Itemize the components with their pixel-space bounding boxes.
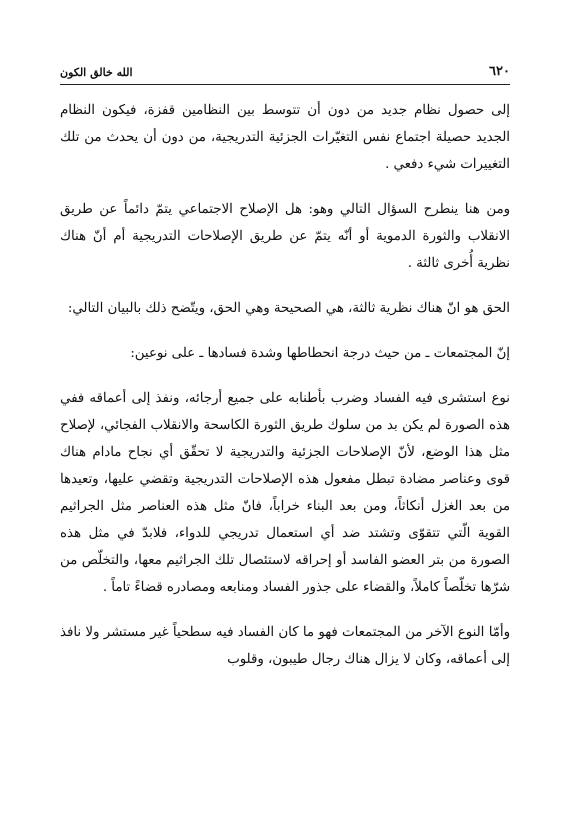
paragraph: ومن هنا ينطرح السؤال التالي وهو: هل الإصلاح الاجتماعي يتمّ دائماً عن طريق الانقلاب والثورة الدموية أو أنّه يتمّ عن طريق الإصلاحات التدريجية أم أنّ هناك نظرية أُخرى ثالثة . — [60, 202, 510, 271]
paragraph: وأمّا النوع الآخر من المجتمعات فهو ما كان الفساد فيه سطحياً غير مستشر ولا نافذ إلى أعماقه، وكان لا يزال هناك رجال طيبون، وقلوب — [60, 625, 510, 667]
running-title: الله خالق الكون — [60, 66, 133, 79]
paragraph: إلى حصول نظام جديد من دون أن تتوسط بين النظامين قفزة، فيكون النظام الجديد حصيلة اجتماع نفس التغيّرات الجزئية التدريجية، من دون أن يحدث من تلك التغييرات شيء دفعي . — [60, 103, 510, 172]
page-number: ٦٢٠ — [489, 64, 510, 79]
paragraph: الحق هو انّ هناك نظرية ثالثة، هي الصحيحة وهي الحق، ويتّضح ذلك بالبيان التالي: — [67, 301, 510, 316]
body-text — [60, 97, 510, 673]
book-page — [60, 62, 510, 822]
paragraph: إنّ المجتمعات ـ من حيث درجة انحطاطها وشدة فسادها ـ على نوعين: — [130, 346, 510, 361]
paragraph: نوع استشرى فيه الفساد وضرب بأطنابه على جميع أرجائه، ونفذ إلى أعماقه ففي هذه الصورة لم يكن بد من سلوك طريق الثورة الكاسحة والانقلاب الفجائي، لإصلاح مثل هذا الوضع، لأنّ الإصلاحات الجزئية والتدريجية لا تحقّق أي نجاح مادام هناك قوى وعناصر مضادة تبطل مفعول هذه الإصلاحات التدريجية وتقضي عليها، وتعيدها من بعد الغزل أنكاثاً، ومن بعد البناء خراباً، فانّ مثل هذه العناصر مثل الجراثيم القوية الّتي تتقوّى وتشتد ضد أي استعمال تدريجي للدواء، فلابدّ في مثل هذه الصورة من بتر العضو الفاسد أو إحراقه لاستئصال تلك الجراثيم معها، والتخلّص من شرّها تخلّصاً كاملاً، والقضاء على جذور الفساد ومنابعه ومصادره قضاءً تاماً . — [60, 391, 510, 595]
page-header — [60, 62, 510, 85]
